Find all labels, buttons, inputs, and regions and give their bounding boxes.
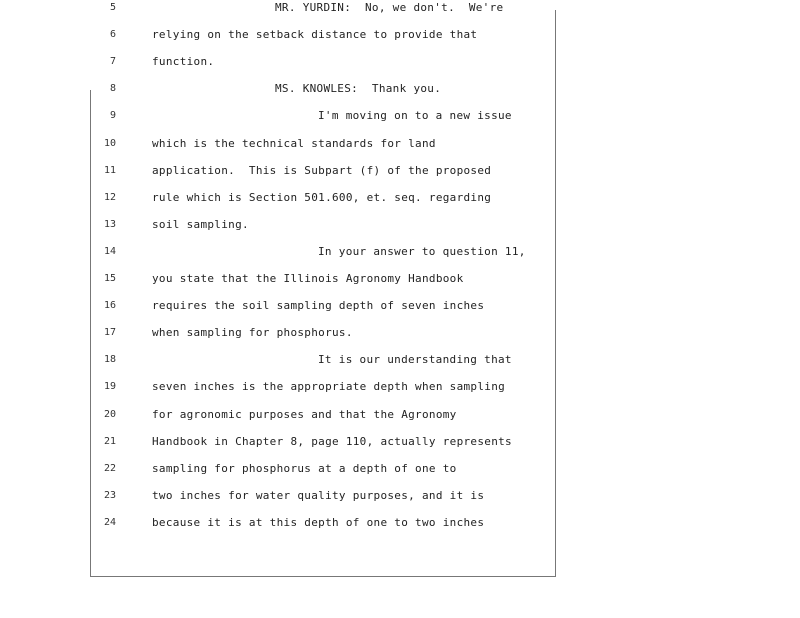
- transcript-line: [0, 0, 800, 20]
- line-text: relying on the setback distance to provide that: [152, 28, 478, 42]
- transcript-line: [0, 298, 800, 318]
- line-text: function.: [152, 55, 215, 69]
- transcript-line: [0, 244, 800, 264]
- line-text: because it is at this depth of one to two inches: [152, 515, 485, 529]
- transcript-line: [0, 325, 800, 345]
- line-number: 8: [109, 83, 116, 95]
- page-border-bottom: [90, 576, 556, 577]
- line-text: MS. KNOWLES: Thank you.: [275, 82, 442, 96]
- transcript-line: [0, 271, 800, 291]
- transcript-line: [0, 434, 800, 454]
- transcript-line: [0, 190, 800, 210]
- line-text: you state that the Illinois Agronomy Handbook: [152, 272, 464, 285]
- line-number: 5: [109, 2, 116, 13]
- line-text: application. This is Subpart (f) of the proposed: [152, 163, 492, 177]
- line-number: 17: [103, 327, 116, 339]
- line-number: 13: [103, 218, 116, 230]
- transcript-line: [0, 108, 800, 128]
- line-number: 23: [103, 489, 116, 501]
- line-text: It is our understanding that: [318, 353, 512, 367]
- line-text: when sampling for phosphorus.: [152, 326, 353, 340]
- line-text: two inches for water quality purposes, and it is: [152, 488, 485, 502]
- line-text: I'm moving on to a new issue: [318, 109, 512, 123]
- line-text: requires the soil sampling depth of seven inches: [152, 299, 485, 313]
- transcript-line: [0, 488, 800, 508]
- transcript-line: [0, 352, 800, 372]
- line-number: 11: [103, 164, 116, 176]
- transcript-line: [0, 515, 800, 535]
- transcript-line: [0, 81, 800, 101]
- line-text: rule which is Section 501.600, et. seq. regarding: [152, 190, 492, 204]
- line-number: 14: [103, 245, 116, 257]
- transcript-line: [0, 407, 800, 427]
- line-number: 12: [103, 191, 116, 203]
- transcript-line: [0, 163, 800, 183]
- transcript-line: [0, 461, 800, 481]
- line-number: 16: [103, 300, 116, 312]
- line-text: which is the technical standards for land: [152, 136, 436, 150]
- line-text: soil sampling.: [152, 217, 249, 231]
- line-number: 20: [103, 408, 116, 420]
- transcript-line: [0, 136, 800, 156]
- line-number: 15: [103, 273, 116, 284]
- line-text: Handbook in Chapter 8, page 110, actually represents: [152, 434, 512, 448]
- line-text: for agronomic purposes and that the Agronomy: [152, 407, 457, 421]
- transcript-line: [0, 217, 800, 237]
- line-number: 9: [109, 110, 116, 122]
- line-number: 10: [103, 137, 116, 149]
- line-number: 6: [109, 29, 116, 41]
- line-text: In your answer to question 11,: [318, 244, 526, 258]
- line-number: 19: [103, 381, 116, 393]
- transcript-line: [0, 27, 800, 47]
- line-number: 22: [103, 462, 116, 474]
- line-number: 21: [103, 435, 116, 447]
- line-number: 7: [109, 56, 116, 68]
- line-number: 24: [103, 516, 116, 528]
- transcript-line: [0, 379, 800, 399]
- line-text: MR. YURDIN: No, we don't. We're: [275, 1, 504, 14]
- transcript-line: [0, 54, 800, 74]
- line-text: sampling for phosphorus at a depth of one to: [152, 461, 457, 475]
- line-number: 18: [103, 354, 116, 366]
- line-text: seven inches is the appropriate depth when sampling: [152, 380, 506, 394]
